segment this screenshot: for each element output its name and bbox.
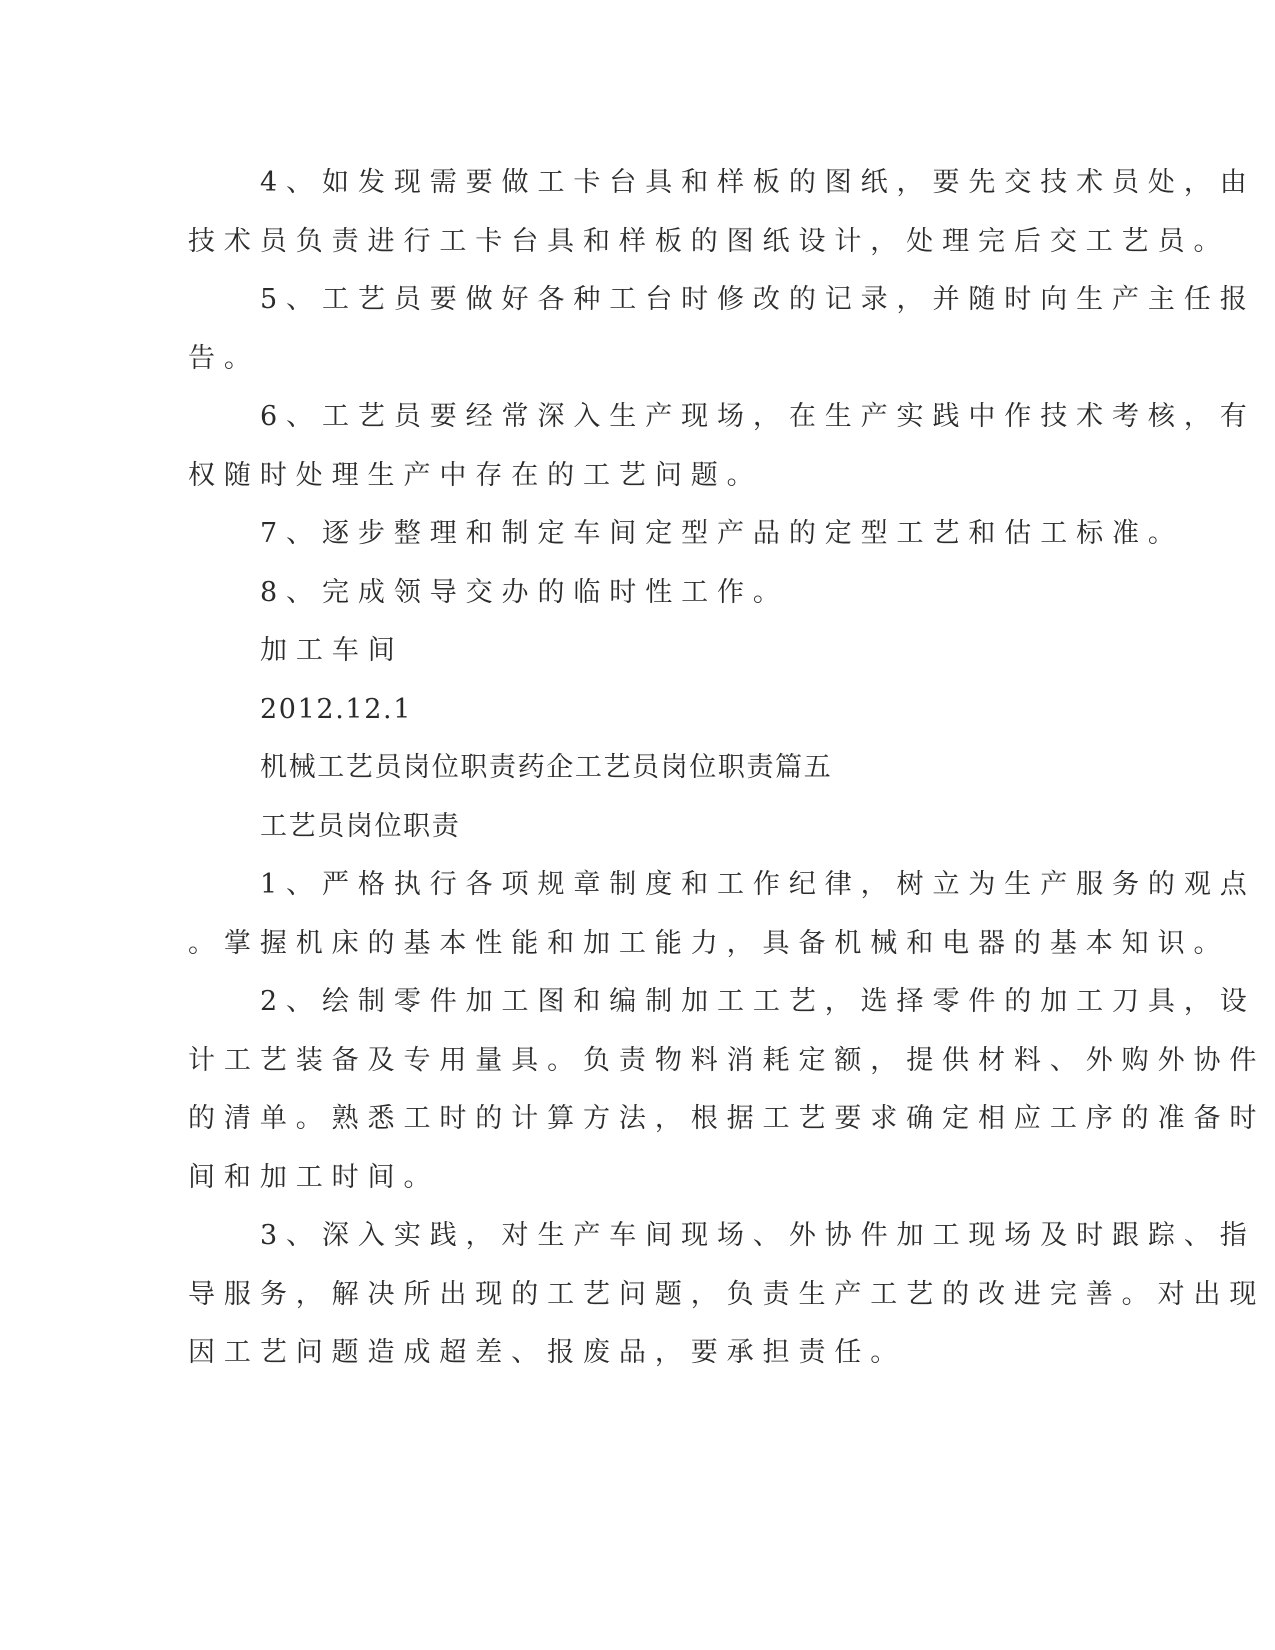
paragraph-6-line-1: 6、工艺员要经常深入生产现场，在生产实践中作技术考核，有 xyxy=(260,401,1256,432)
paragraph-4-line-1: 4、如发现需要做工卡台具和样板的图纸，要先交技术员处，由 xyxy=(260,167,1256,198)
document-date: 2012.12.1 xyxy=(260,694,412,725)
duty-1-line-1: 1、严格执行各项规章制度和工作纪律，树立为生产服务的观点 xyxy=(260,869,1256,900)
department-name: 加工车间 xyxy=(260,635,404,666)
section-subheading: 工艺员岗位职责 xyxy=(260,811,461,842)
paragraph-6-line-2: 权随时处理生产中存在的工艺问题。 xyxy=(188,460,763,491)
paragraph-7: 7、逐步整理和制定车间定型产品的定型工艺和估工标准。 xyxy=(260,518,1184,549)
section-heading: 机械工艺员岗位职责药企工艺员岗位职责篇五 xyxy=(260,752,833,783)
paragraph-8: 8、完成领导交办的临时性工作。 xyxy=(260,577,789,608)
duty-1-line-2: 。掌握机床的基本性能和加工能力，具备机械和电器的基本知识。 xyxy=(188,928,1230,959)
duty-2-line-2: 计工艺装备及专用量具。负责物料消耗定额，提供材料、外购外协件 xyxy=(188,1045,1266,1076)
paragraph-5-line-2: 告。 xyxy=(188,343,260,374)
duty-3-line-2: 导服务，解决所出现的工艺问题，负责生产工艺的改进完善。对出现 xyxy=(188,1279,1266,1310)
duty-2-line-1: 2、绘制零件加工图和编制加工工艺，选择零件的加工刀具，设 xyxy=(260,986,1256,1017)
paragraph-4-line-2: 技术员负责进行工卡台具和样板的图纸设计，处理完后交工艺员。 xyxy=(188,226,1230,257)
paragraph-5-line-1: 5、工艺员要做好各种工台时修改的记录，并随时向生产主任报 xyxy=(260,284,1256,315)
duty-2-line-3: 的清单。熟悉工时的计算方法，根据工艺要求确定相应工序的准备时 xyxy=(188,1103,1266,1134)
duty-3-line-1: 3、深入实践，对生产车间现场、外协件加工现场及时跟踪、指 xyxy=(260,1220,1256,1251)
duty-3-line-3: 因工艺问题造成超差、报废品，要承担责任。 xyxy=(188,1337,907,1368)
duty-2-line-4: 间和加工时间。 xyxy=(188,1162,440,1193)
